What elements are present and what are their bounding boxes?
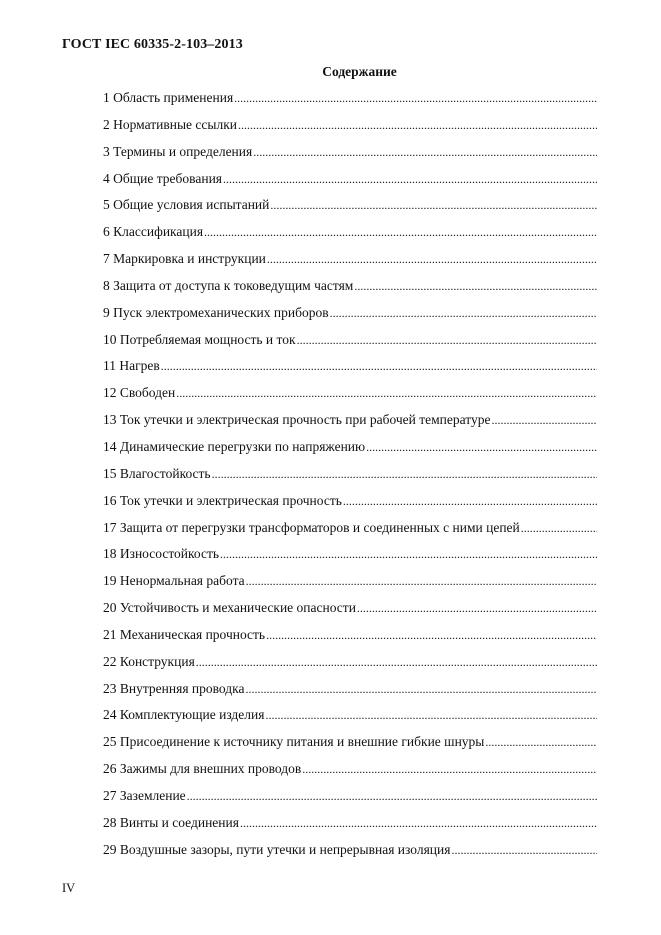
toc-dot-leader xyxy=(196,655,597,670)
toc-entry[interactable] xyxy=(103,600,597,627)
toc-entry-text: 9 Пуск электромеханических приборов xyxy=(103,304,329,320)
toc-entry[interactable] xyxy=(103,171,597,198)
toc-entry-text: 15 Влагостойкость xyxy=(103,465,211,481)
toc-dot-leader xyxy=(234,91,597,106)
toc-entry-text: 28 Винты и соединения xyxy=(103,814,239,830)
toc-dot-leader xyxy=(270,198,597,213)
toc-entry[interactable] xyxy=(103,412,597,439)
toc-entry-text: 7 Маркировка и инструкции xyxy=(103,251,266,267)
toc-entry[interactable] xyxy=(103,546,597,573)
page-number: IV xyxy=(62,881,76,895)
toc-dot-leader xyxy=(212,467,597,482)
toc-entry[interactable] xyxy=(103,788,597,815)
toc-dot-leader xyxy=(223,172,597,187)
toc-dot-leader xyxy=(246,682,598,697)
toc-dot-leader xyxy=(176,386,597,401)
toc-entry[interactable] xyxy=(103,144,597,171)
toc-entry-text: 10 Потребляемая мощность и ток xyxy=(103,331,296,347)
toc-entry-text: 26 Зажимы для внешних проводов xyxy=(103,761,302,777)
toc-entry-text: 25 Присоединение к источнику питания и внешние гибкие шнуры xyxy=(103,734,485,750)
toc-dot-leader xyxy=(297,333,597,348)
toc-entry[interactable] xyxy=(103,197,597,224)
toc-entry-text: 21 Механическая прочность xyxy=(103,626,266,642)
toc-entry[interactable] xyxy=(103,520,597,547)
table-of-contents xyxy=(103,90,597,868)
toc-dot-leader xyxy=(238,118,597,133)
toc-dot-leader xyxy=(204,225,597,240)
toc-entry-text: 22 Конструкция xyxy=(103,653,195,669)
toc-entry-text: 24 Комплектующие изделия xyxy=(103,707,265,723)
toc-entry-text: 29 Воздушные зазоры, пути утечки и непрерывная изоляция xyxy=(103,841,451,857)
toc-entry[interactable] xyxy=(103,627,597,654)
toc-dot-leader xyxy=(161,359,597,374)
toc-entry[interactable] xyxy=(103,332,597,359)
toc-entry[interactable] xyxy=(103,842,597,869)
toc-entry[interactable] xyxy=(103,654,597,681)
toc-entry[interactable] xyxy=(103,439,597,466)
toc-dot-leader xyxy=(451,843,597,858)
toc-entry-text: 18 Износостойкость xyxy=(103,546,220,562)
toc-entry-text: 12 Свободен xyxy=(103,385,176,401)
toc-dot-leader xyxy=(357,601,597,616)
toc-entry-text: 8 Защита от доступа к токоведущим частям xyxy=(103,277,354,293)
toc-entry[interactable] xyxy=(103,466,597,493)
toc-entry[interactable] xyxy=(103,305,597,332)
toc-dot-leader xyxy=(246,574,597,589)
toc-entry[interactable] xyxy=(103,761,597,788)
toc-dot-leader xyxy=(330,306,597,321)
toc-entry[interactable] xyxy=(103,224,597,251)
toc-entry-text: 5 Общие условия испытаний xyxy=(103,197,270,213)
toc-entry-text: 14 Динамические перегрузки по напряжению xyxy=(103,438,366,454)
toc-entry[interactable] xyxy=(103,493,597,520)
toc-entry-text: 6 Классификация xyxy=(103,224,204,240)
toc-dot-leader xyxy=(253,145,597,160)
toc-entry-text: 16 Ток утечки и электрическая прочность xyxy=(103,492,342,508)
toc-entry-text: 4 Общие требования xyxy=(103,170,223,186)
toc-entry[interactable] xyxy=(103,90,597,117)
toc-entry-text: 19 Ненормальная работа xyxy=(103,573,245,589)
document-code: ГОСТ IEC 60335-2-103–2013 xyxy=(62,37,243,52)
toc-entry-text: 17 Защита от перегрузки трансформаторов и соединенных с ними цепей xyxy=(103,519,520,535)
toc-dot-leader xyxy=(521,521,597,536)
toc-entry[interactable] xyxy=(103,358,597,385)
toc-entry[interactable] xyxy=(103,734,597,761)
toc-dot-leader xyxy=(485,735,597,750)
toc-dot-leader xyxy=(354,279,597,294)
toc-entry-text: 11 Нагрев xyxy=(103,358,160,374)
toc-dot-leader xyxy=(265,708,597,723)
toc-dot-leader xyxy=(187,789,597,804)
toc-dot-leader xyxy=(366,440,597,455)
toc-entry-text: 2 Нормативные ссылки xyxy=(103,116,237,132)
toc-entry[interactable] xyxy=(103,815,597,842)
toc-entry-text: 13 Ток утечки и электрическая прочность при рабочей температуре xyxy=(103,412,491,428)
toc-entry[interactable] xyxy=(103,385,597,412)
toc-entry-text: 20 Устойчивость и механические опасности xyxy=(103,600,356,616)
toc-title: Содержание xyxy=(322,64,397,79)
toc-dot-leader xyxy=(492,413,597,428)
toc-dot-leader xyxy=(267,252,597,267)
toc-dot-leader xyxy=(220,547,597,562)
toc-entry[interactable] xyxy=(103,681,597,708)
toc-entry-text: 3 Термины и определения xyxy=(103,143,253,159)
toc-entry[interactable] xyxy=(103,117,597,144)
toc-dot-leader xyxy=(343,494,597,509)
toc-entry[interactable] xyxy=(103,573,597,600)
toc-entry-text: 27 Заземление xyxy=(103,787,186,803)
toc-dot-leader xyxy=(266,628,597,643)
toc-entry[interactable] xyxy=(103,707,597,734)
toc-entry[interactable] xyxy=(103,278,597,305)
toc-entry[interactable] xyxy=(103,251,597,278)
toc-dot-leader xyxy=(302,762,597,777)
toc-entry-text: 23 Внутренняя проводка xyxy=(103,680,245,696)
toc-dot-leader xyxy=(240,816,597,831)
toc-entry-text: 1 Область применения xyxy=(103,90,234,105)
